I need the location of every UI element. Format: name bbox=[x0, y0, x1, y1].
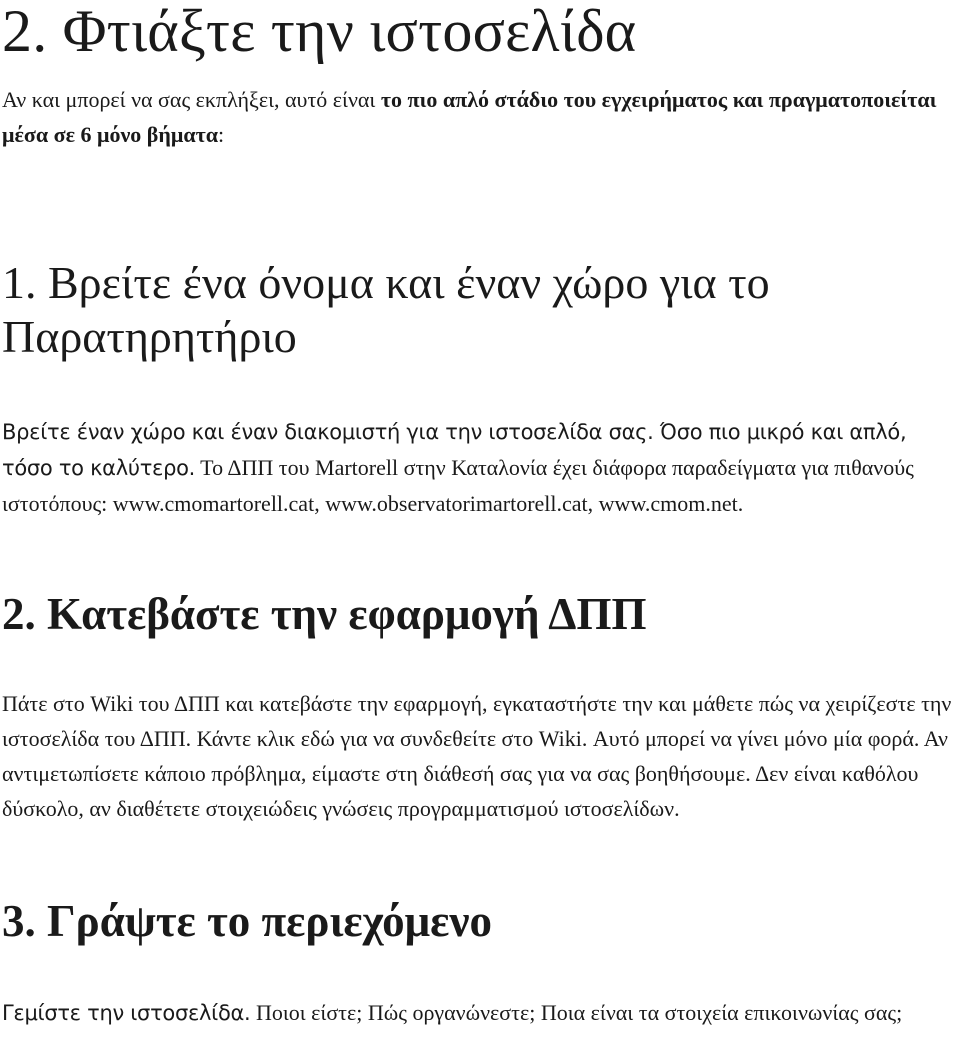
intro-bold-text: το πιο απλό στάδιο του εγχειρήματος και πραγματοποιείται μέσα σε 6 μόνο βήματα bbox=[2, 87, 937, 147]
step3-heading: 3. Γράψτε το περιεχόμενο bbox=[2, 896, 492, 946]
step1-heading: 1. Βρείτε ένα όνομα και έναν χώρο για το Παρατηρητήριο bbox=[2, 257, 770, 362]
link-cmomartorell[interactable]: www.cmomartorell.cat bbox=[112, 491, 315, 516]
step3-text-sans: Γεμίστε την ιστοσελίδα. bbox=[2, 1001, 251, 1025]
intro-paragraph bbox=[2, 82, 958, 152]
step1-paragraph: Βρείτε έναν χώρο και έναν διακομιστή για την ιστοσελίδα σας. Όσο πιο μικρό και απλό, τόσο το καλύτερο. Το ΔΠΠ του Martorell στην Καταλονία έχει διάφορα παραδείγματα για πιθανούς ιστοτόπους: www.cmomartorell.cat, www.observatorimartorell.cat, www.cmom.net. bbox=[2, 420, 914, 516]
step3-text-serif: Ποιοι είστε; Πώς οργανώνεστε; Ποια είναι τα στοιχεία επικοινωνίας σας; bbox=[250, 1000, 903, 1025]
step3-paragraph bbox=[2, 995, 958, 1031]
step2-paragraph: Πάτε στο Wiki του ΔΠΠ και κατεβάστε την εφαρμογή, εγκαταστήστε την και μάθετε πώς να χειρίζεστε την ιστοσελίδα του ΔΠΠ. Κάντε κλικ εδώ για να συνδεθείτε στο Wiki. Αυτό μπορεί να γίνει μόνο μία φορά. Αν αντιμετωπίσετε κάποιο πρόβλημα, είμαστε στη διάθεσή σας για να σας βοηθήσουμε. Δεν είναι καθόλου δύσκολο, αν διαθέτετε στοιχειώδεις γνώσεις προγραμματισμού ιστοσελίδων. bbox=[2, 691, 952, 821]
step1-text-serif: Το ΔΠΠ του Martorell στην Καταλονία έχει διάφορα παραδείγματα για πιθανούς ιστοτόπους: bbox=[2, 455, 914, 516]
link-observatorimartorell[interactable]: www.observatorimartorell.cat bbox=[325, 491, 588, 516]
step1-text-sans: Βρείτε έναν χώρο και έναν διακομιστή για την ιστοσελίδα σας. Όσο πιο μικρό και απλό, τόσο το καλύτερο. bbox=[2, 420, 907, 480]
intro-end: : bbox=[218, 122, 225, 147]
intro-text: Αν και μπορεί να σας εκπλήξει, αυτό είναι bbox=[2, 87, 381, 112]
page-title: 2. Φτιάξτε την ιστοσελίδα bbox=[2, 0, 637, 64]
link-cmom[interactable]: www.cmom.net bbox=[598, 491, 738, 516]
step2-heading: 2. Κατεβάστε την εφαρμογή ΔΠΠ bbox=[2, 589, 647, 639]
